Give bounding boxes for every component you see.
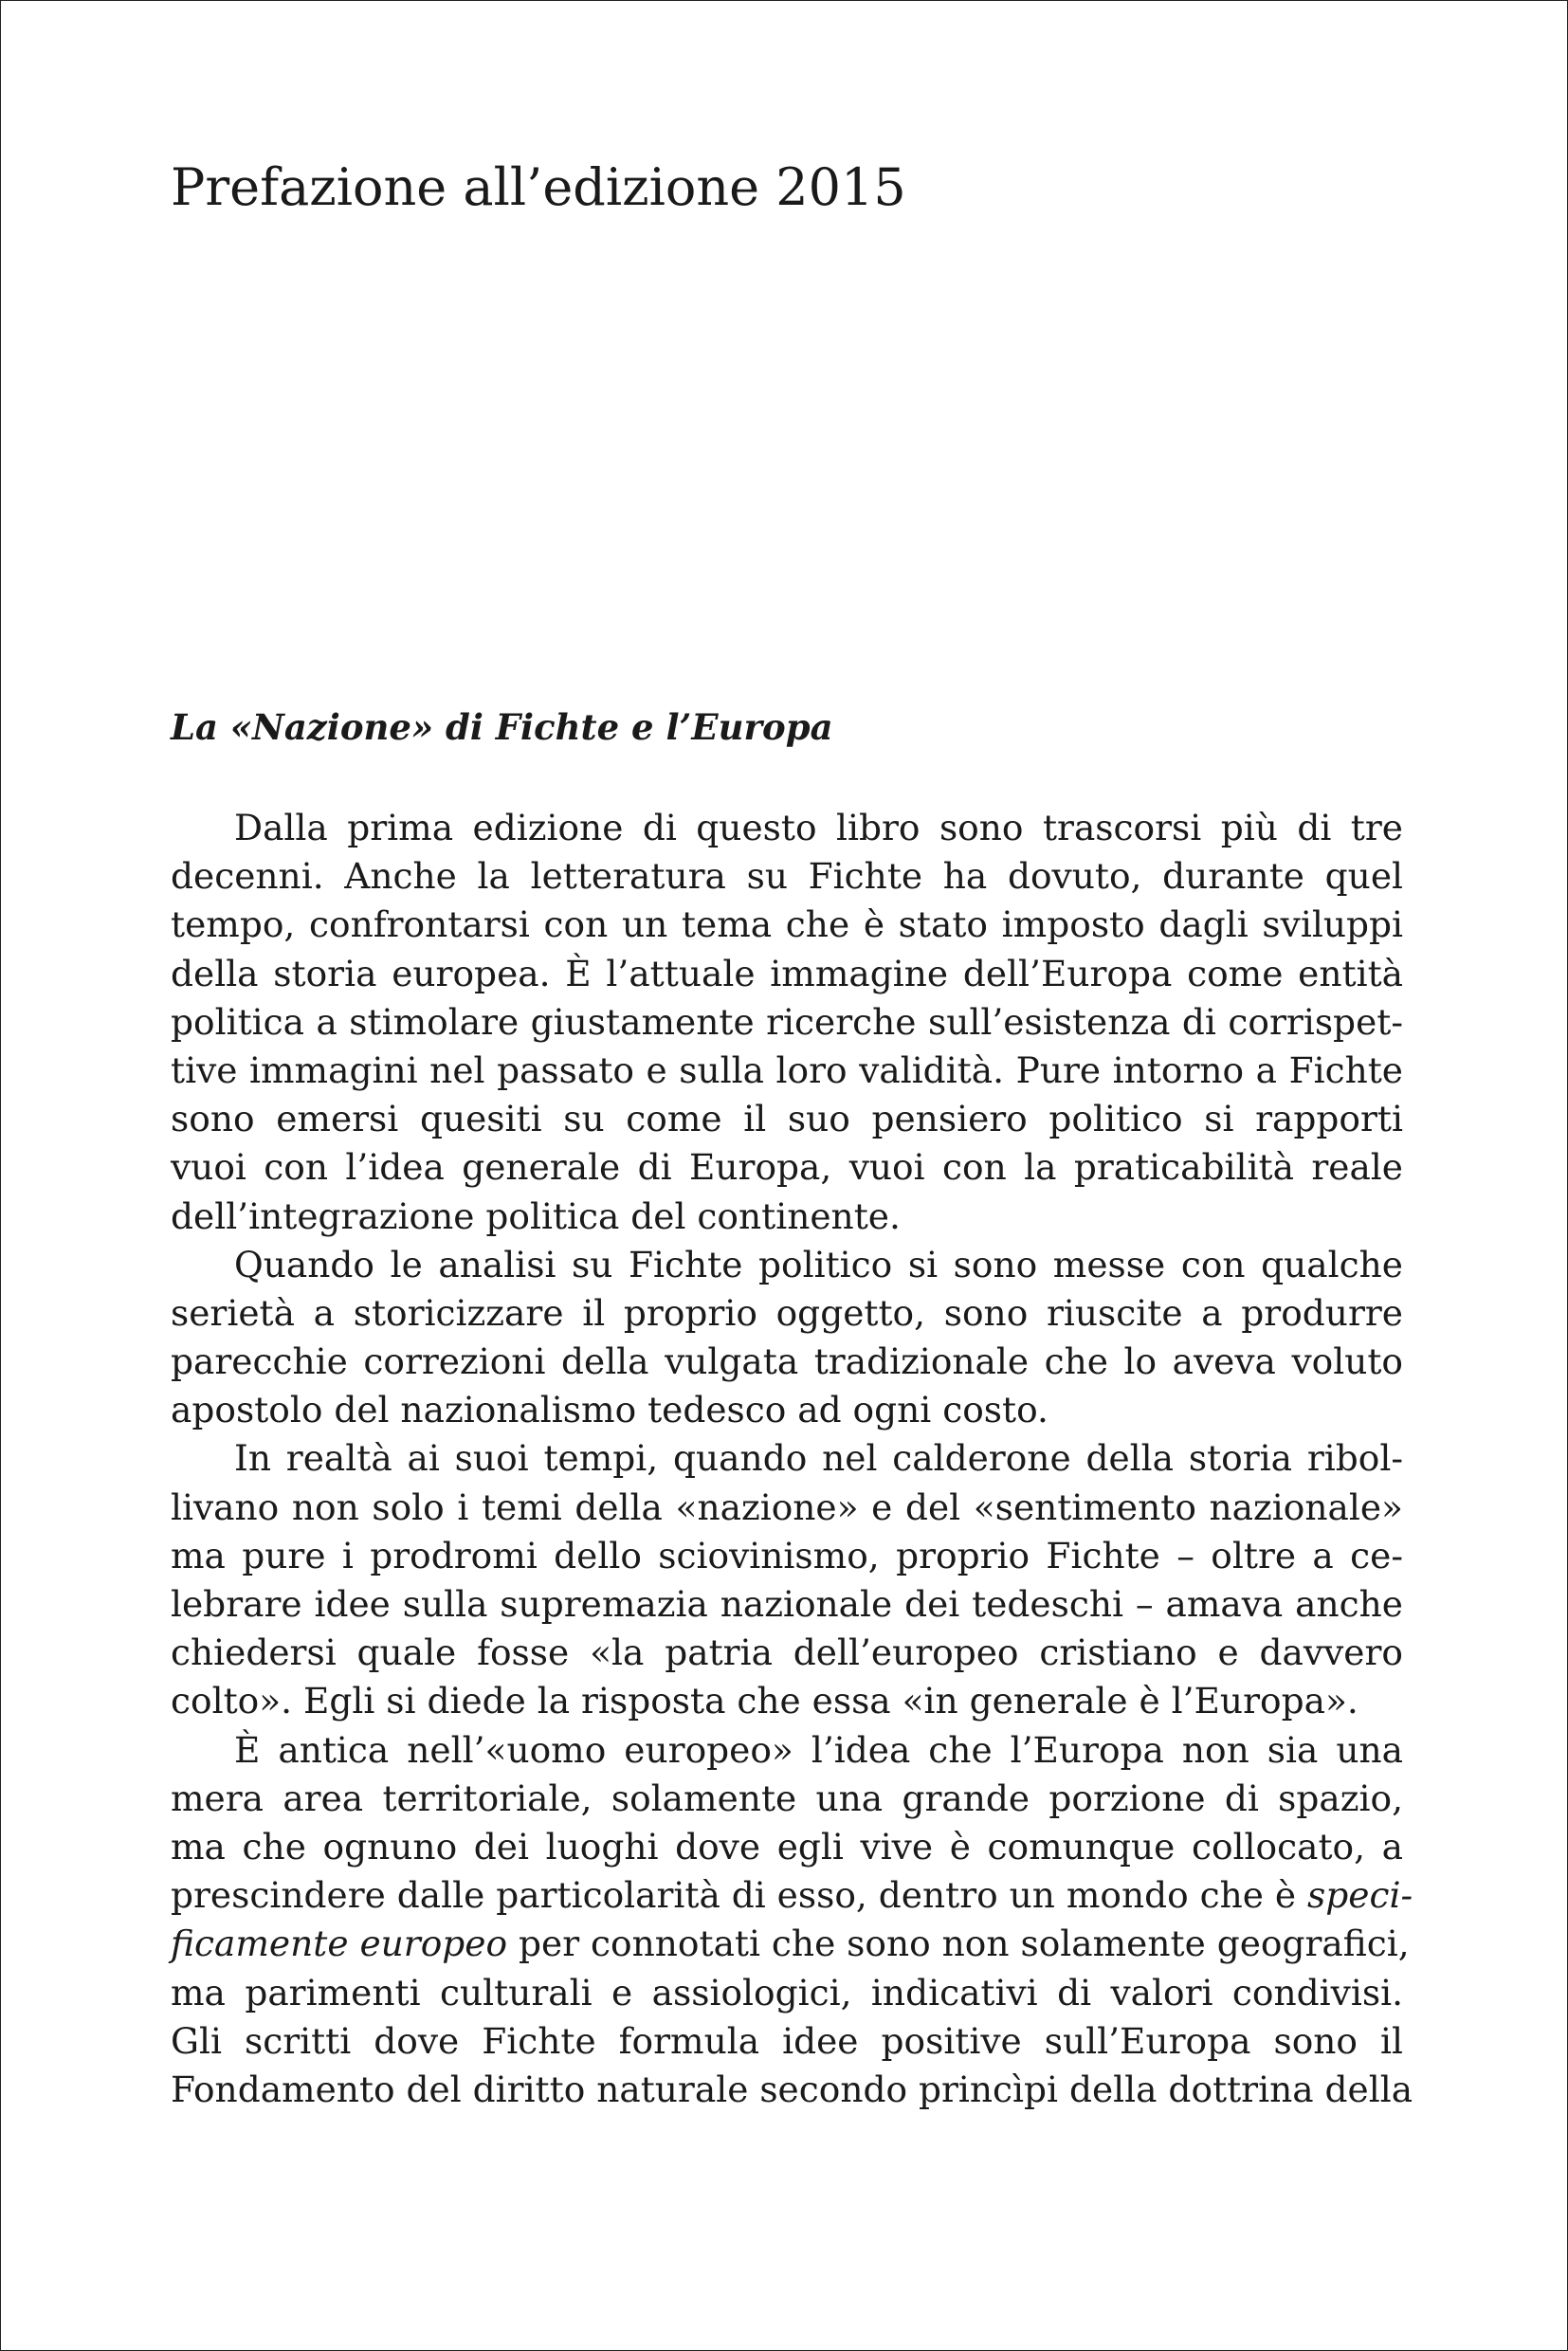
text-line: tempo, confrontarsi con un tema che è stato imposto dagli sviluppi — [171, 903, 1403, 946]
text-line: Dalla prima edizione di questo libro sono trascorsi più di tre — [234, 807, 1403, 848]
text-line: ma pure i prodromi dello sciovinismo, proprio Fichte – oltre a ce- — [171, 1534, 1403, 1576]
text-line: tive immagini nel passato e sulla loro validità. Pure intorno a Fichte — [171, 1048, 1403, 1091]
text-line: ma parimenti culturali e assiologici, indicativi di valori condivisi. — [171, 1971, 1403, 2014]
text-line: Quando le analisi su Fichte politico si sono messe con qualche — [234, 1243, 1403, 1285]
text-line: Gli scritti dove Fichte formula idee positive sull’Europa sono il — [171, 2019, 1403, 2062]
text-line: serietà a storicizzare il proprio oggetto, sono riuscite a produrre — [171, 1291, 1403, 1334]
text-line: colto». Egli si diede la risposta che essa «in generale è l’Europa». — [171, 1680, 1358, 1722]
text-line: ma che ognuno dei luoghi dove egli vive è comunque collocato, a — [171, 1825, 1403, 1868]
text-line: sono emersi quesiti su come il suo pensiero politico si rapporti — [171, 1098, 1403, 1140]
italic-segment: ficamente europeo — [171, 1923, 508, 1965]
text-line: politica a stimolare giustamente ricerche sull’esistenza di corrispet- — [171, 1000, 1403, 1043]
body-text — [171, 804, 1413, 2114]
italic-segment: speci- — [1307, 1874, 1413, 1917]
text-line: decenni. Anche la letteratura su Fichte ha dovuto, durante quel — [171, 855, 1403, 898]
text-line: lebrare idee sulla supremazia nazionale dei tedeschi – amava anche — [171, 1583, 1403, 1625]
text-line: chiedersi quale fosse «la patria dell’europeo cristiano e davvero — [171, 1631, 1403, 1674]
text-line-with-italic — [171, 1871, 1413, 1920]
text-line: parecchie correzioni della vulgata tradizionale che lo aveva voluto — [171, 1340, 1403, 1383]
section-title: La «Nazione» di Fichte e l’Europa — [171, 706, 833, 748]
text-line: livano non solo i temi della «nazione» e del «sentimento nazionale» — [171, 1485, 1403, 1528]
text-segment: prescindere dalle particolarità di esso, dentro un mondo che è — [171, 1874, 1308, 1917]
text-segment: per connotati che sono non solamente geografici, — [507, 1923, 1410, 1965]
text-line: In realtà ai suoi tempi, quando nel calderone della storia ribol- — [234, 1437, 1403, 1480]
text-line-with-italic — [171, 1920, 1410, 1968]
text-line: vuoi con l’idea generale di Europa, vuoi con la praticabilità reale — [171, 1146, 1403, 1189]
text-line: della storia europea. È l’attuale immagine dell’Europa come entità — [171, 952, 1403, 994]
text-line: È antica nell’«uomo europeo» l’idea che l’Europa non sia una — [234, 1728, 1403, 1771]
text-line: mera area territoriale, solamente una grande porzione di spazio, — [171, 1777, 1403, 1819]
text-line: apostolo del nazionalismo tedesco ad ogni costo. — [171, 1389, 1048, 1431]
text-line: dell’integrazione politica del continente. — [171, 1194, 901, 1237]
italic-text-line: Fondamento del diritto naturale secondo princìpi della dottrina della — [171, 2068, 1413, 2110]
chapter-title: Prefazione all’edizione 2015 — [171, 157, 906, 217]
